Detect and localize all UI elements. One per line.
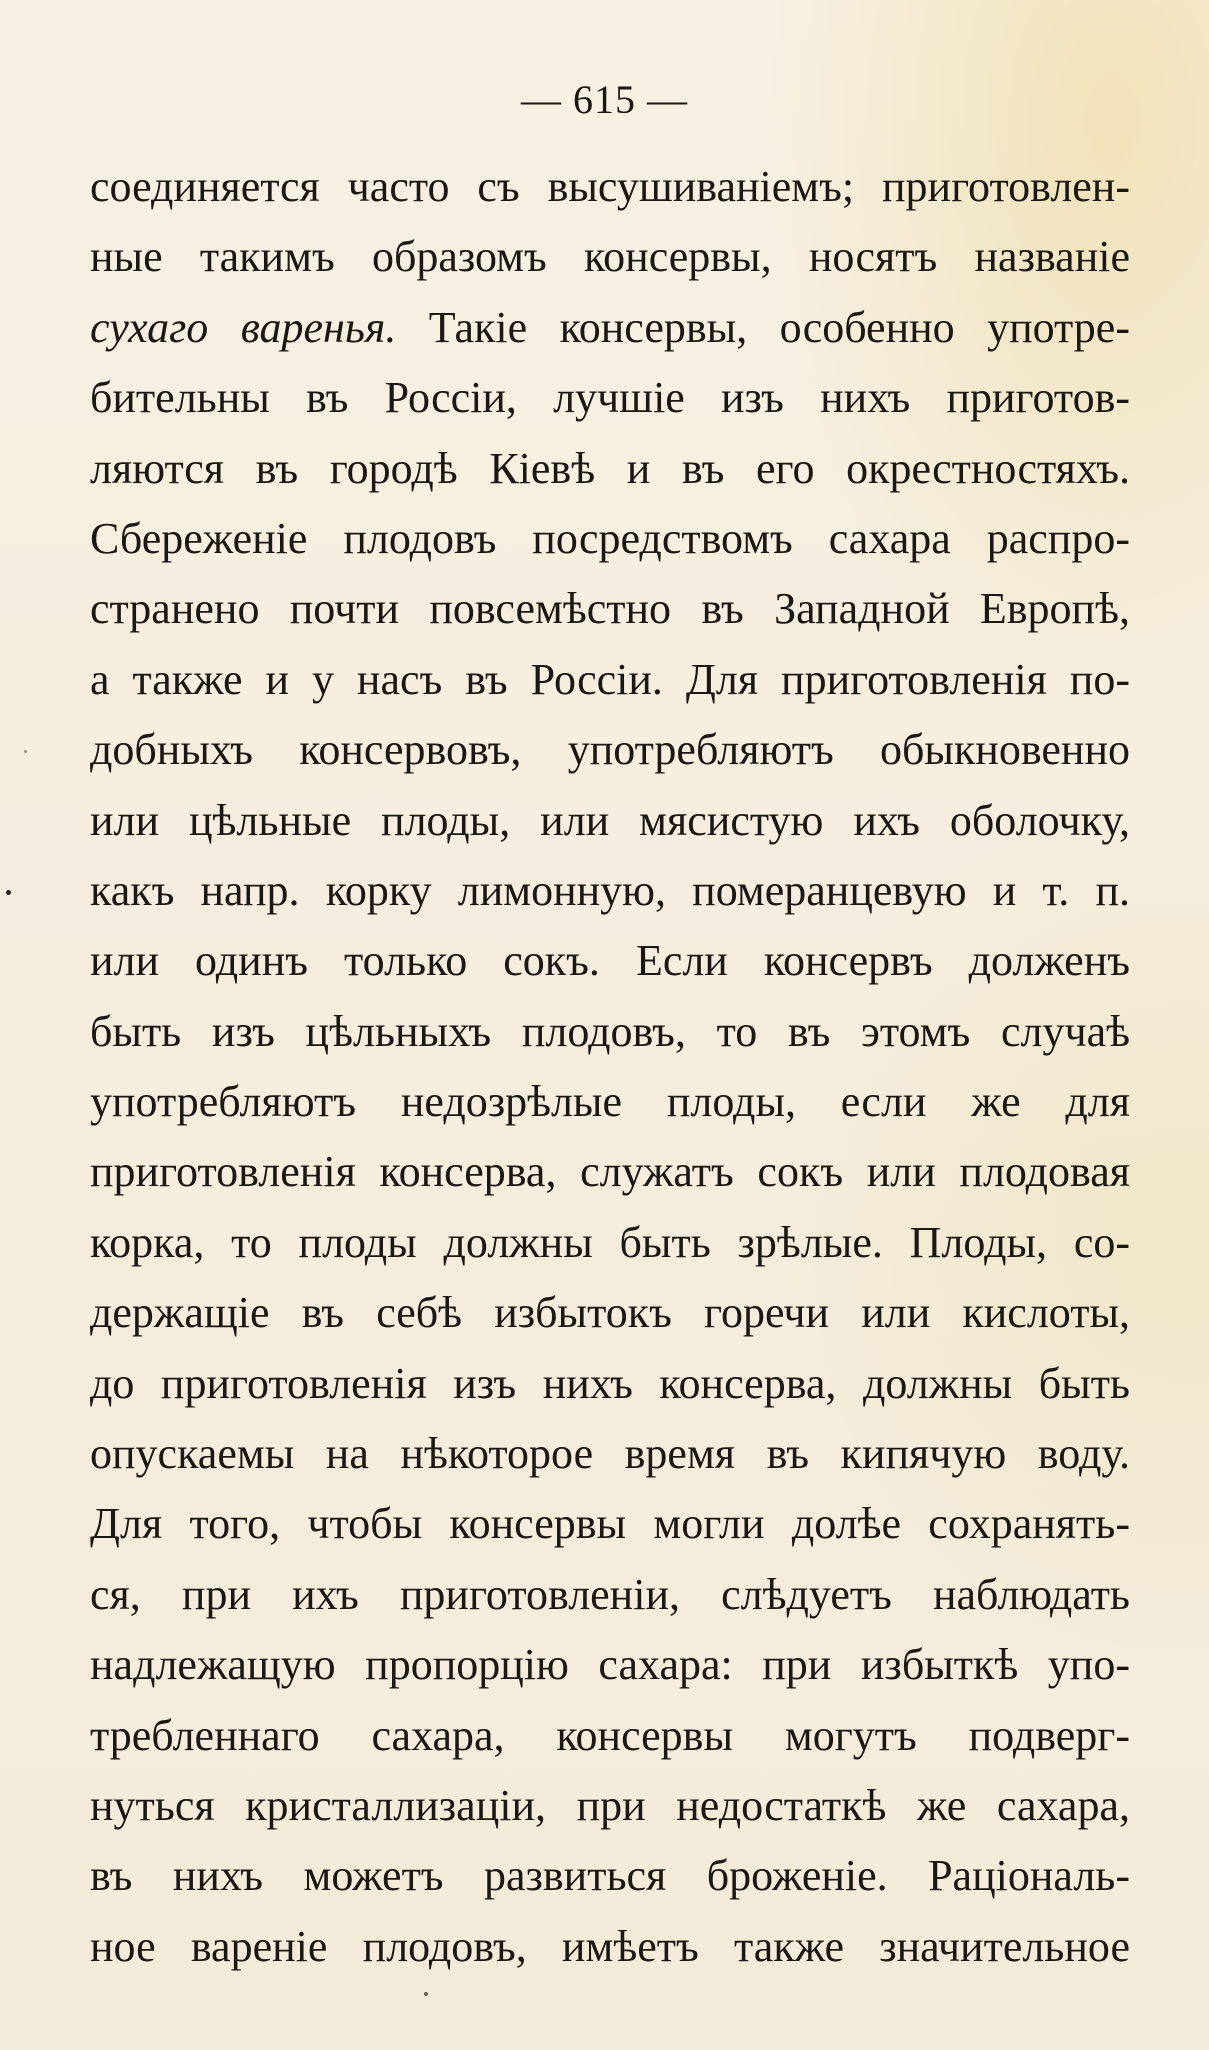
ink-speck — [24, 750, 27, 753]
text-line: бительны въ Россіи, лучшіе изъ нихъ приготов- — [90, 373, 1130, 423]
text-line: требленнаго сахара, консервы могутъ подверг- — [90, 1710, 1130, 1760]
text-line: соединяется часто съ высушиваніемъ; приготовлен- — [90, 162, 1130, 211]
text-line: ляются въ городѣ Кіевѣ и въ его окрестностяхъ. — [90, 443, 1130, 493]
text-line: или одинъ только сокъ. Если консервъ долженъ — [90, 936, 1130, 986]
text-line-rest: Такіе консервы, особенно употре- — [396, 302, 1130, 352]
body-text — [90, 152, 1130, 1982]
text-line: корка, то плоды должны быть зрѣлые. Плоды, со- — [90, 1217, 1130, 1267]
text-line: а также и у насъ въ Россіи. Для приготовленія по- — [90, 654, 1130, 704]
text-line: до приготовленія изъ нихъ консерва, должны быть — [90, 1358, 1130, 1408]
text-line: быть изъ цѣльныхъ плодовъ, то въ этомъ случаѣ — [90, 1006, 1130, 1056]
text-line: Сбереженіе плодовъ посредствомъ сахара распро- — [90, 513, 1130, 563]
page-number: — 615 — — [521, 77, 688, 122]
text-line: ные такимъ образомъ консервы, носятъ названіе — [90, 232, 1130, 282]
text-line: надлежащую пропорцію сахара: при избыткѣ упо- — [90, 1640, 1130, 1690]
text-line: ное вареніе плодовъ, имѣетъ также значительное — [90, 1921, 1130, 1971]
text-line: приготовленія консерва, служатъ сокъ или плодовая — [90, 1147, 1130, 1197]
text-line: въ нихъ можетъ развиться броженіе. Раціональ- — [90, 1851, 1130, 1901]
text-line: Для того, чтобы консервы могли долѣе сохранять- — [90, 1499, 1130, 1549]
text-line: добныхъ консервовъ, употребляютъ обыкновенно — [90, 725, 1130, 775]
ink-speck — [6, 890, 11, 895]
text-line: опускаемы на нѣкоторое время въ кипячую воду. — [90, 1429, 1130, 1479]
text-line: держащіе въ себѣ избытокъ горечи или кислоты, — [90, 1288, 1130, 1338]
text-line: или цѣльные плоды, или мясистую ихъ оболочку, — [90, 795, 1130, 845]
text-line — [90, 293, 1130, 363]
italic-term: сухаго варенья. — [90, 302, 397, 352]
text-line: употребляютъ недозрѣлые плоды, если же для — [90, 1077, 1130, 1127]
text-line: какъ напр. корку лимонную, померанцевую и т. п. — [90, 865, 1130, 915]
text-line: нуться кристаллизаціи, при недостаткѣ же сахара, — [90, 1780, 1130, 1830]
ink-speck — [424, 1992, 428, 1996]
text-line: странено почти повсемѣстно въ Западной Европѣ, — [90, 584, 1130, 634]
text-line: ся, при ихъ приготовленіи, слѣдуетъ наблюдать — [90, 1569, 1130, 1619]
